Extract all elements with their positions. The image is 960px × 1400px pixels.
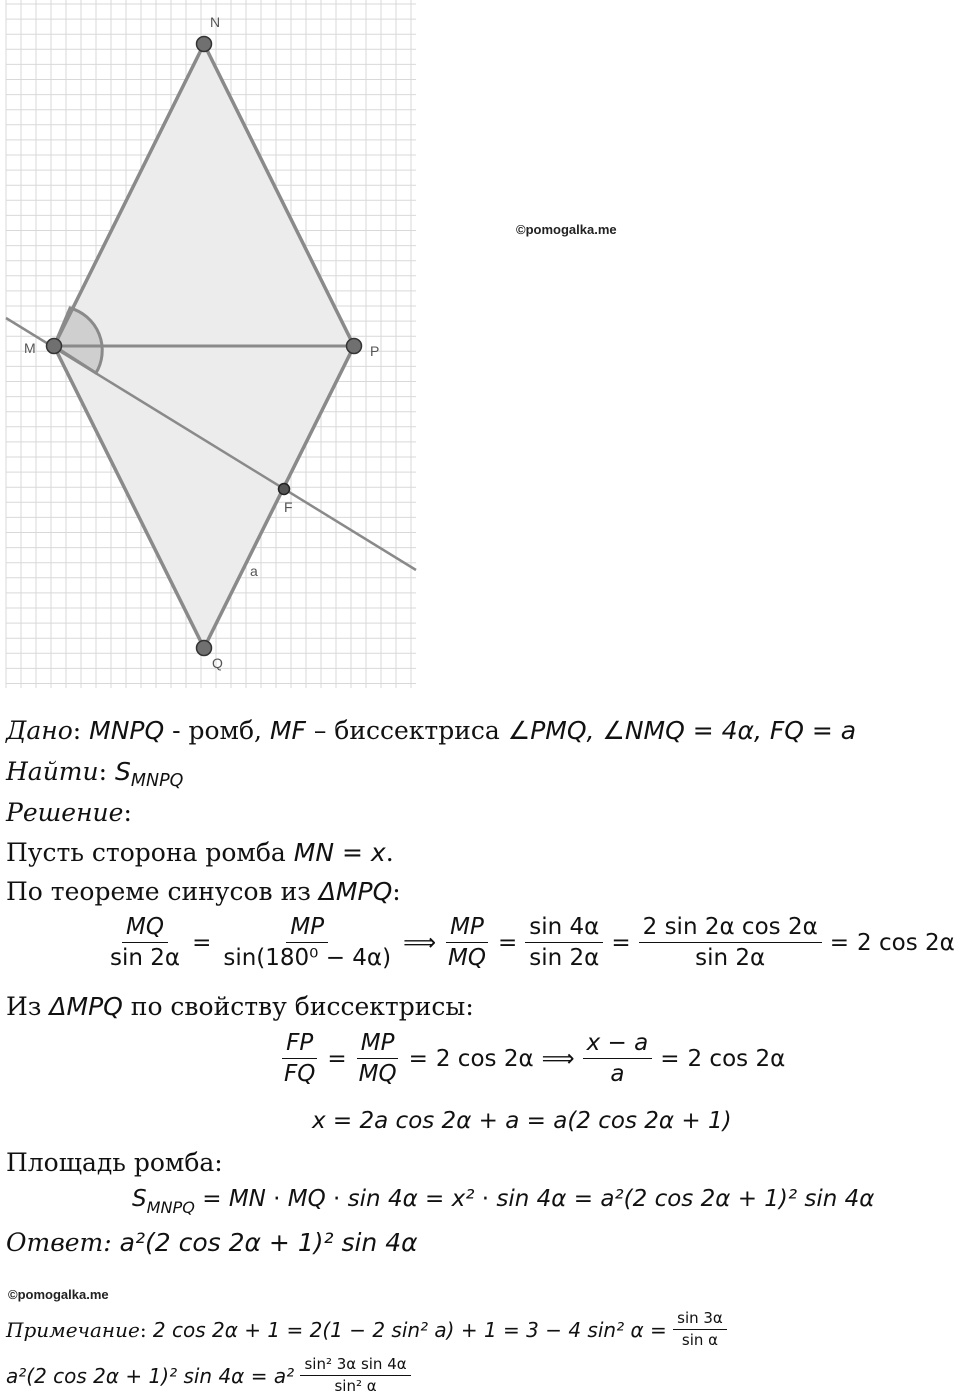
note-expr: 2 cos 2α + 1 = 2(1 − 2 sin² a) + 1 = 3 − 4 sin² α = (152, 1317, 667, 1342)
bisector-line-text (6, 994, 474, 1019)
note-label: Примечание (6, 1317, 140, 1342)
eq4-rest: = MN ⋅ MQ ⋅ sin 4α = x² ⋅ sin 4α = a²(2 cos 2α + 1)² sin 4α (194, 1186, 875, 1212)
side-dot: . (385, 838, 394, 867)
eq2-frac-2: $\frac{MP}{MQ}$ (358, 1030, 397, 1088)
eq4-s: S (132, 1186, 147, 1212)
sine-text: По теореме синусов из (6, 877, 319, 906)
rhombus-figure (0, 0, 420, 690)
point-n (197, 37, 212, 52)
eq1-frac-1: $\frac{MQ}{\sin 2\alpha}$ (110, 914, 181, 972)
eq2-implies: ⟹ (541, 1045, 575, 1072)
equation-3: x = 2a cos 2α + a = a(2 cos 2α + 1) (312, 1108, 732, 1134)
given-text-2: – биссектриса (305, 716, 508, 745)
eq2-frac-1: $\frac{FP}{FQ}$ (284, 1030, 316, 1088)
given-label: Дано (6, 716, 73, 745)
answer-value: a²(2 cos 2α + 1)² sin 4α (119, 1228, 418, 1257)
note-line2-frac: $\frac{\text{sin² 3α sin 4α}}{\text{sin² α}}$ (300, 1356, 410, 1396)
given-text-1: - ромб, (164, 716, 270, 745)
side-line (6, 840, 394, 865)
eq2-result: 2 cos 2α (687, 1045, 786, 1072)
equation-1: $\frac{MQ}{\sin 2\alpha}$ = $\frac{MP}{\text{sin(180⁰ − 4α)}}$ ⟹ $\frac{MP}{MQ}$ = $\frac{\sin 4\alpha}{\sin 2\alpha}$ = $\frac{\text{2 sin 2α cos 2α}}{\sin 2\alpha}$ = 2 cos 2α (106, 914, 955, 972)
note-line: Примечание : 2 cos 2α + 1 = 2(1 − 2 sin² a) + 1 = 3 − 4 sin² α = $\frac{\sin 3\alpha}{\text{sin α}}$ (6, 1310, 727, 1350)
given-conditions: ∠PMQ, ∠NMQ = 4α, FQ = a (507, 716, 857, 745)
equation-2: $\frac{FP}{FQ}$ = $\frac{MP}{MQ}$ = 2 cos 2α ⟹ $\frac{x - a}{a}$ = 2 cos 2α (280, 1030, 785, 1088)
watermark-top: ©pomogalka.me (516, 222, 617, 237)
note-frac: $\frac{\sin 3\alpha}{\text{sin α}}$ (673, 1310, 727, 1350)
eq1-implies: ⟹ (403, 929, 437, 956)
eq2-mid: 2 cos 2α (435, 1045, 534, 1072)
area-line: Площадь ромба: (6, 1148, 223, 1177)
equation-4 (132, 1186, 875, 1217)
given-segment: MF (269, 716, 306, 745)
given-figure: MNPQ (89, 716, 165, 745)
label-n: N (210, 14, 221, 30)
eq1-frac-5: $\frac{\text{2 sin 2α cos 2α}}{\sin 2\alpha}$ (639, 914, 822, 972)
point-f (279, 484, 290, 495)
find-label: Найти (6, 757, 99, 786)
bisector-text-b: по свойству биссектрисы: (122, 992, 474, 1021)
label-m: M (24, 340, 36, 356)
note-line2-expr: a²(2 cos 2α + 1)² sin 4α = a² (6, 1363, 295, 1388)
find-symbol: S (115, 757, 131, 786)
label-q: Q (212, 655, 223, 671)
note-line-2 (6, 1356, 411, 1396)
answer-line (6, 1230, 418, 1255)
side-text: Пусть сторона ромба (6, 838, 294, 867)
side-expr: MN = x (293, 838, 386, 867)
given-line: Дано: MNPQ - ромб, MF – биссектриса ∠PMQ, ∠NMQ = 4α, FQ = a (6, 716, 857, 745)
point-q (197, 641, 212, 656)
eq1-frac-2: $\frac{MP}{\text{sin(180⁰ − 4α)}}$ (223, 914, 392, 972)
sine-triangle: ΔMPQ (318, 877, 393, 906)
point-m (47, 339, 62, 354)
watermark-bottom: ©pomogalka.me (8, 1287, 109, 1302)
sine-colon: : (392, 877, 401, 906)
eq1-frac-4: $\frac{\sin 4\alpha}{\sin 2\alpha}$ (525, 914, 603, 972)
bisector-text-a: Из (6, 992, 50, 1021)
eq1-result: 2 cos 2α (857, 929, 955, 956)
bisector-triangle: ΔMPQ (49, 992, 123, 1021)
sine-theorem-line (6, 879, 401, 904)
answer-label: Ответ: (6, 1228, 112, 1257)
label-p: P (370, 343, 380, 359)
eq1-frac-3: $\frac{MP}{MQ}$ (448, 914, 486, 972)
label-a: a (250, 563, 258, 579)
find-subscript: MNPQ (130, 771, 184, 791)
eq4-sub: MNPQ (146, 1197, 195, 1217)
label-f: F (284, 499, 293, 515)
solution-label: Решение (6, 798, 124, 827)
find-line: Найти: $S_{MNPQ}$ (6, 757, 184, 791)
solution-line: Решение: (6, 798, 132, 827)
eq2-frac-3: $\frac{x - a}{a}$ (583, 1030, 653, 1088)
point-p (347, 339, 362, 354)
